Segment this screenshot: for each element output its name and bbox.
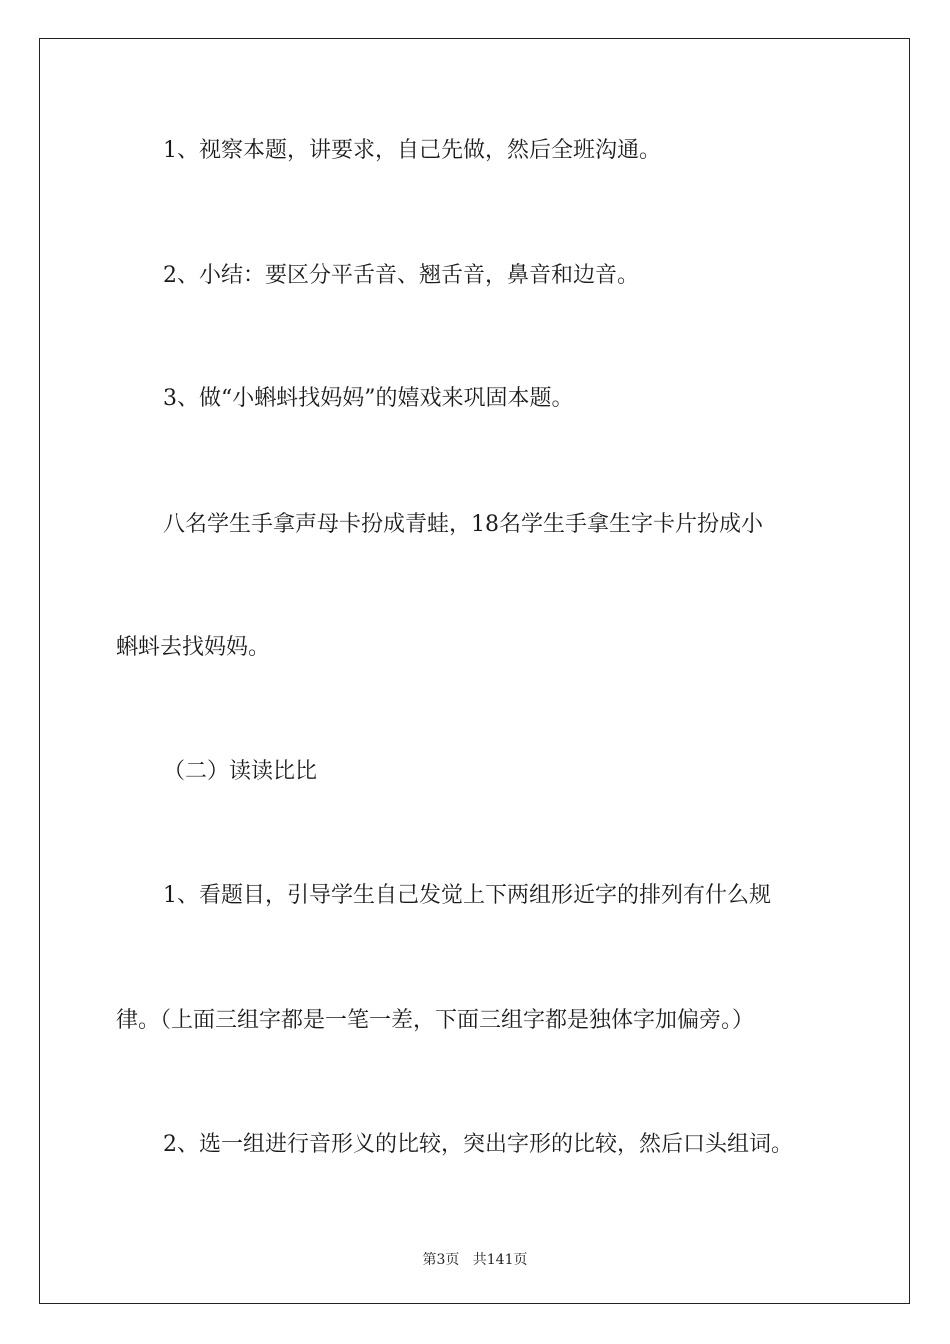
paragraph-3: 3、做“小蝌蚪找妈妈”的嬉戏来巩固本题。 xyxy=(163,386,574,411)
paragraph-4-line-1: 八名学生手拿声母卡扮成青蛙，18名学生手拿生字卡片扮成小 xyxy=(163,512,763,537)
total-pages-label: 共141页 xyxy=(472,1252,528,1268)
current-page-label: 第3页 xyxy=(422,1252,460,1268)
section-heading: （二）读读比比 xyxy=(163,759,318,784)
paragraph-2: 2、小结：要区分平舌音、翘舌音，鼻音和边音。 xyxy=(163,263,639,288)
paragraph-1: 1、视察本题，讲要求，自己先做，然后全班沟通。 xyxy=(163,138,661,163)
page-footer xyxy=(0,1249,950,1269)
paragraph-5-line-1: 1、看题目，引导学生自己发觉上下两组形近字的排列有什么规 xyxy=(163,883,771,908)
paragraph-5-line-2: 律。（上面三组字都是一笔一差，下面三组字都是独体字加偏旁。） xyxy=(116,1008,755,1033)
paragraph-6: 2、选一组进行音形义的比较，突出字形的比较，然后口头组词。 xyxy=(163,1132,793,1157)
paragraph-4-line-2: 蝌蚪去找妈妈。 xyxy=(116,635,271,660)
page-border xyxy=(39,38,910,1304)
